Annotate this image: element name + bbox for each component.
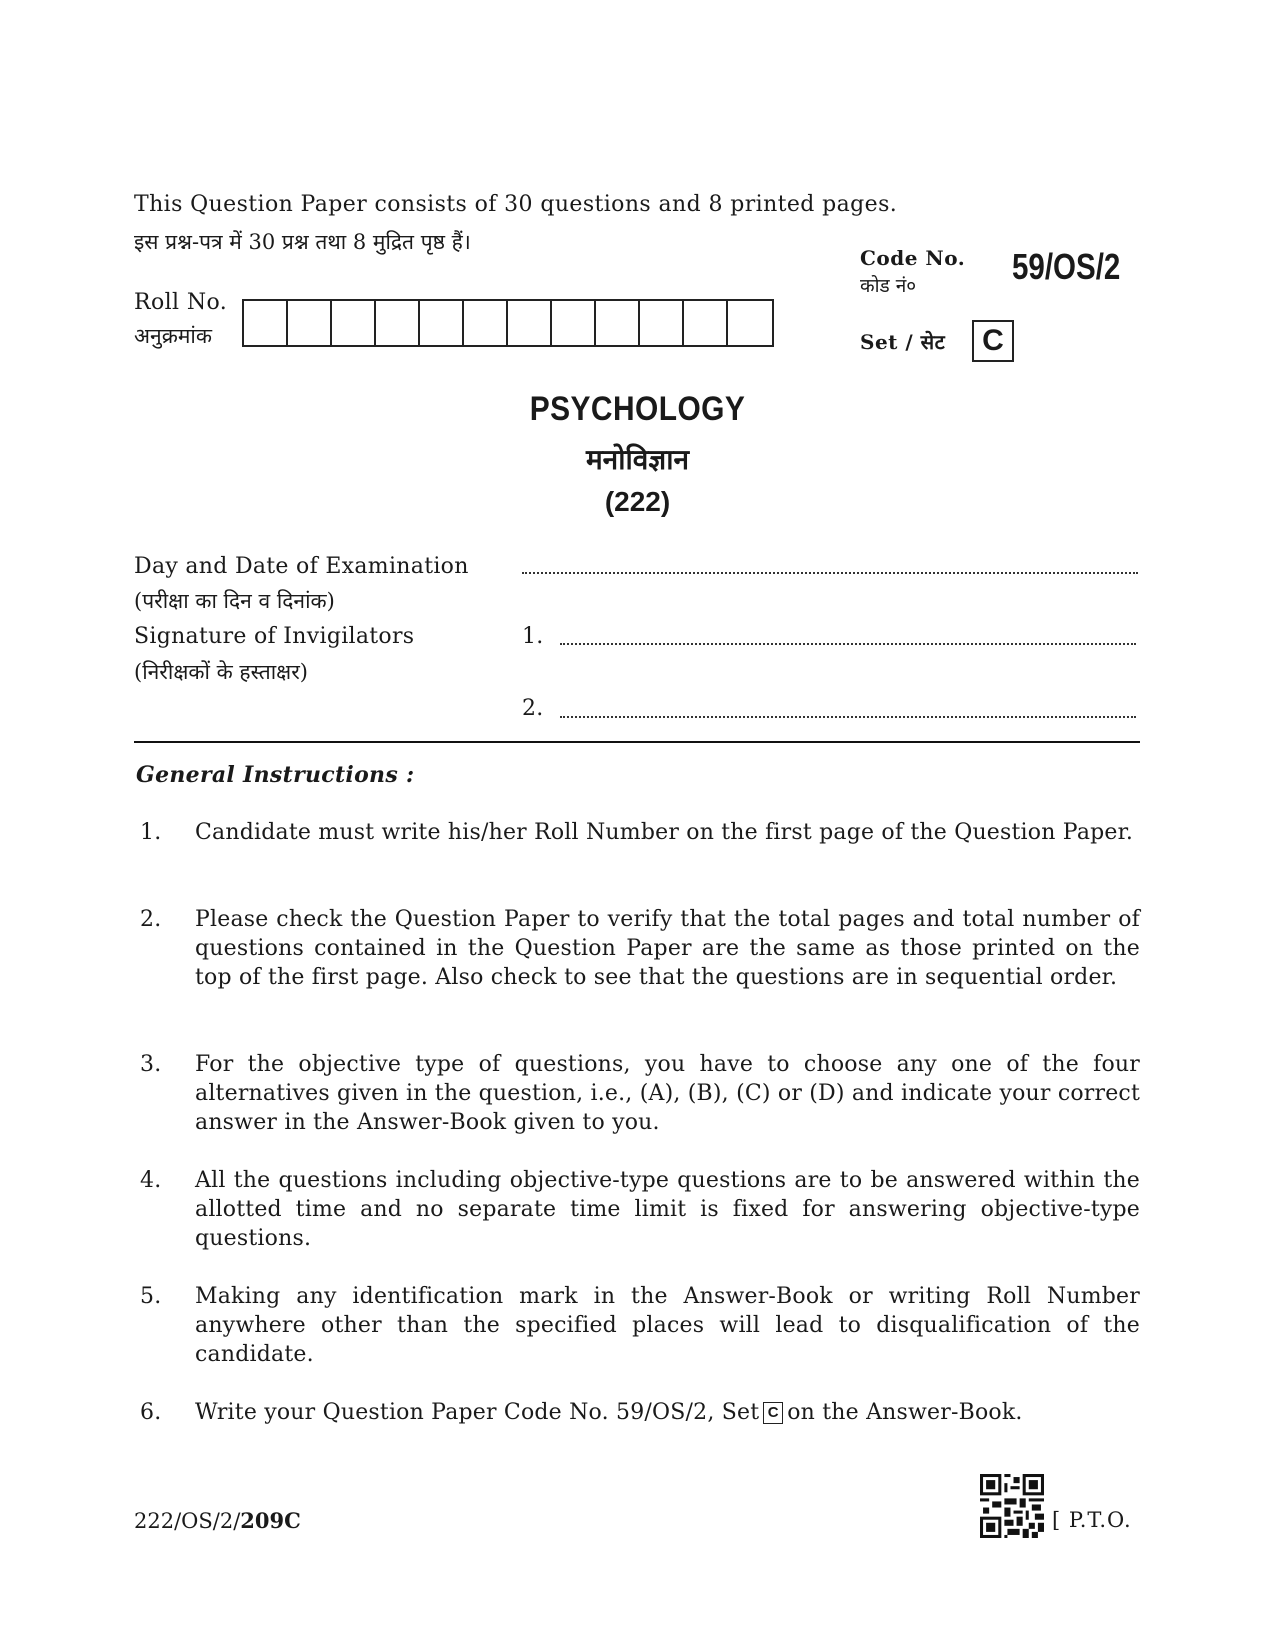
- instruction-number: 2.: [140, 907, 162, 932]
- instruction-item: [140, 1050, 1140, 1137]
- code-number: 59/OS/2: [1012, 246, 1121, 287]
- instruction-text-after: on the Answer-Book.: [787, 1400, 1023, 1425]
- instruction-item: [140, 818, 1140, 847]
- roll-cell[interactable]: [552, 301, 596, 345]
- code-label: Code No.: [860, 246, 966, 270]
- instruction-number: 6.: [140, 1400, 162, 1425]
- exam-date-line[interactable]: [522, 572, 1138, 574]
- footer-paper-code: [134, 1508, 301, 1533]
- roll-label-hindi: अनुक्रमांक: [134, 324, 212, 348]
- roll-cell[interactable]: [640, 301, 684, 345]
- roll-cell[interactable]: [684, 301, 728, 345]
- subject-code: (222): [604, 486, 671, 517]
- roll-cell[interactable]: [464, 301, 508, 345]
- set-label: Set / सेट: [860, 330, 946, 354]
- instruction-item: [140, 1282, 1140, 1369]
- signature-1-number: 1.: [522, 624, 544, 649]
- instructions-heading: General Instructions :: [136, 762, 415, 788]
- qr-code-icon: [980, 1474, 1044, 1538]
- invigilator-signature-label: Signature of Invigilators: [134, 624, 415, 649]
- instruction-number: 5.: [140, 1284, 162, 1309]
- instruction-item: [140, 1398, 1140, 1427]
- exam-date-label: Day and Date of Examination: [134, 554, 469, 579]
- roll-cell[interactable]: [332, 301, 376, 345]
- instruction-number: 3.: [140, 1052, 162, 1077]
- roll-cell[interactable]: [508, 301, 552, 345]
- roll-cell[interactable]: [244, 301, 288, 345]
- code-label-hindi: कोड नं०: [860, 275, 917, 297]
- roll-cell[interactable]: [596, 301, 640, 345]
- divider-rule: [134, 741, 1140, 743]
- signature-2-number: 2.: [522, 696, 544, 721]
- set-inline-box: C: [763, 1402, 783, 1424]
- instruction-text: Please check the Question Paper to verify that the total pages and total number of questions contained in the Question Paper are the same as those printed on the top of the first page. Also check to see that the questions are in sequential order.: [195, 907, 1140, 990]
- roll-cell[interactable]: [288, 301, 332, 345]
- instruction-text: Candidate must write his/her Roll Number on the first page of the Question Paper.: [195, 820, 1134, 845]
- instruction-item: [140, 905, 1140, 992]
- subject-title: PSYCHOLOGY: [529, 390, 746, 428]
- roll-label: Roll No.: [134, 290, 228, 315]
- instruction-text: Making any identification mark in the Answer-Book or writing Roll Number anywhere other than the specified places will lead to disqualification of the candidate.: [195, 1284, 1140, 1367]
- footer-code-prefix: 222/OS/2/: [134, 1509, 241, 1533]
- subject-title-hindi: मनोविज्ञान: [585, 444, 690, 475]
- set-box: C: [972, 320, 1014, 362]
- roll-cell[interactable]: [728, 301, 772, 345]
- instruction-text: [195, 1398, 1140, 1427]
- instruction-text-before: Write your Question Paper Code No. 59/OS/2, Set: [195, 1400, 760, 1425]
- instruction-text: All the questions including objective-type questions are to be answered within the allotted time and no separate time limit is fixed for answering objective-type questions.: [195, 1168, 1140, 1251]
- footer-code-bold: 209C: [240, 1508, 301, 1533]
- invigilator-signature-label-hindi: (निरीक्षकों के हस्ताक्षर): [134, 660, 308, 684]
- instruction-number: 4.: [140, 1168, 162, 1193]
- instruction-text: For the objective type of questions, you have to choose any one of the four alternatives given in the question, i.e., (A), (B), (C) or (D) and indicate your correct answer in the Answer-Book given to you.: [195, 1052, 1140, 1135]
- pto-text: [ P.T.O.: [1052, 1508, 1132, 1532]
- roll-number-boxes[interactable]: [242, 299, 774, 347]
- roll-cell[interactable]: [420, 301, 464, 345]
- signature-2-line[interactable]: [560, 716, 1136, 718]
- exam-date-label-hindi: (परीक्षा का दिन व दिनांक): [134, 589, 335, 613]
- instruction-item: [140, 1166, 1140, 1253]
- roll-cell[interactable]: [376, 301, 420, 345]
- paper-consists-text-hindi: इस प्रश्न-पत्र में 30 प्रश्न तथा 8 मुद्रित पृष्ठ हैं।: [134, 230, 471, 254]
- paper-consists-text: This Question Paper consists of 30 questions and 8 printed pages.: [134, 192, 898, 217]
- signature-1-line[interactable]: [560, 643, 1136, 645]
- instruction-number: 1.: [140, 820, 162, 845]
